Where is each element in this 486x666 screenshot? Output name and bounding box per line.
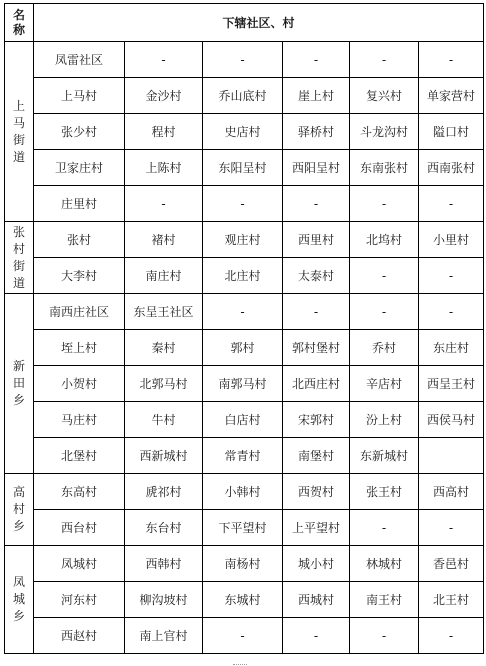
village-cell: 垤上村: [34, 330, 125, 366]
village-cell: 北王村: [419, 582, 484, 618]
village-cell: 林城村: [350, 546, 419, 582]
village-cell: 张村: [34, 222, 125, 258]
village-cell: 上马村: [34, 78, 125, 114]
area-name-cell: [5, 42, 34, 222]
village-cell: -: [419, 42, 484, 78]
village-cell: 西侯马村: [419, 402, 484, 438]
village-cell: 北堡村: [34, 438, 125, 474]
village-cell: 西南张村: [419, 150, 484, 186]
village-cell: 卫家庄村: [34, 150, 125, 186]
village-cell: 北庄村: [203, 258, 283, 294]
area-name-cell: [5, 546, 34, 654]
table-row: [5, 330, 484, 366]
village-cell: 东庄村: [419, 330, 484, 366]
table-row: [5, 438, 484, 474]
village-cell: 崖上村: [283, 78, 350, 114]
village-cell: -: [350, 258, 419, 294]
village-cell: 东新城村: [350, 438, 419, 474]
village-cell: [419, 438, 484, 474]
village-cell: -: [419, 510, 484, 546]
village-cell: 西城村: [283, 582, 350, 618]
village-cell: -: [203, 294, 283, 330]
table-row: [5, 294, 484, 330]
village-cell: 褚村: [125, 222, 203, 258]
village-cell: 西里村: [283, 222, 350, 258]
area-name: 凤城乡: [12, 575, 25, 623]
table-row: [5, 78, 484, 114]
village-cell: -: [350, 186, 419, 222]
village-cell: -: [350, 42, 419, 78]
village-cell: 乔山底村: [203, 78, 283, 114]
district-table: [4, 3, 484, 654]
table-row: [5, 150, 484, 186]
village-cell: -: [419, 258, 484, 294]
village-cell: -: [125, 42, 203, 78]
village-cell: 西高村: [419, 474, 484, 510]
village-cell: 凤雷社区: [34, 42, 125, 78]
village-cell: 柳沟坡村: [125, 582, 203, 618]
area-name-cell: [5, 294, 34, 474]
area-name-cell: [5, 222, 34, 294]
village-cell: 东阳呈村: [203, 150, 283, 186]
village-cell: 东台村: [125, 510, 203, 546]
village-cell: 西新城村: [125, 438, 203, 474]
village-cell: 南堡村: [283, 438, 350, 474]
table-row: [5, 366, 484, 402]
village-cell: 南庄村: [125, 258, 203, 294]
village-cell: 张王村: [350, 474, 419, 510]
village-cell: 汾上村: [350, 402, 419, 438]
village-cell: 城小村: [283, 546, 350, 582]
village-cell: -: [350, 510, 419, 546]
village-cell: 小贺村: [34, 366, 125, 402]
village-cell: 太泰村: [283, 258, 350, 294]
village-cell: 凤城村: [34, 546, 125, 582]
village-cell: 马庄村: [34, 402, 125, 438]
village-cell: 辛店村: [350, 366, 419, 402]
village-cell: 张少村: [34, 114, 125, 150]
name-column-header: 名称: [5, 4, 34, 42]
village-cell: -: [125, 186, 203, 222]
village-cell: -: [203, 186, 283, 222]
village-cell: 郭村堡村: [283, 330, 350, 366]
village-cell: 南西庄社区: [34, 294, 125, 330]
area-name-cell: [5, 474, 34, 546]
village-cell: 上陈村: [125, 150, 203, 186]
village-cell: 西阳呈村: [283, 150, 350, 186]
village-cell: 南上官村: [125, 618, 203, 654]
table-row: [5, 222, 484, 258]
village-cell: 单家营村: [419, 78, 484, 114]
village-cell: 大李村: [34, 258, 125, 294]
table-title: 下辖社区、村: [34, 4, 484, 42]
village-cell: 河东村: [34, 582, 125, 618]
village-cell: 北坞村: [350, 222, 419, 258]
village-cell: 金沙村: [125, 78, 203, 114]
area-name: 张村街道: [12, 224, 25, 290]
village-cell: 东呈王社区: [125, 294, 203, 330]
village-cell: 西呈王村: [419, 366, 484, 402]
village-cell: 牛村: [125, 402, 203, 438]
village-cell: 西贺村: [283, 474, 350, 510]
village-cell: 小韩村: [203, 474, 283, 510]
table-row: [5, 186, 484, 222]
village-cell: 东南张村: [350, 150, 419, 186]
village-cell: 南王村: [350, 582, 419, 618]
village-cell: 西韩村: [125, 546, 203, 582]
village-cell: 史店村: [203, 114, 283, 150]
table-row: [5, 582, 484, 618]
village-cell: -: [350, 294, 419, 330]
village-cell: 郭村: [203, 330, 283, 366]
village-cell: 东高村: [34, 474, 125, 510]
village-cell: 复兴村: [350, 78, 419, 114]
table-row: [5, 474, 484, 510]
village-cell: 庄里村: [34, 186, 125, 222]
village-cell: 上平望村: [283, 510, 350, 546]
village-cell: 西台村: [34, 510, 125, 546]
area-name: 新田乡: [12, 359, 25, 407]
village-cell: 香邑村: [419, 546, 484, 582]
village-cell: 隘口村: [419, 114, 484, 150]
village-cell: 斗龙沟村: [350, 114, 419, 150]
village-cell: 北西庄村: [283, 366, 350, 402]
village-cell: 南杨村: [203, 546, 283, 582]
table-row: [5, 546, 484, 582]
village-cell: -: [283, 42, 350, 78]
village-cell: 北郭马村: [125, 366, 203, 402]
village-cell: -: [283, 186, 350, 222]
village-cell: 乔村: [350, 330, 419, 366]
village-cell: 宋郭村: [283, 402, 350, 438]
village-cell: 虒祁村: [125, 474, 203, 510]
page-bottom-mark: [233, 661, 247, 665]
table-row: [5, 258, 484, 294]
header-row: [5, 4, 484, 42]
village-cell: 常青村: [203, 438, 283, 474]
village-cell: 小里村: [419, 222, 484, 258]
village-cell: -: [283, 294, 350, 330]
village-cell: 白店村: [203, 402, 283, 438]
area-name: 高村乡: [12, 485, 25, 533]
village-cell: 下平望村: [203, 510, 283, 546]
village-cell: 西赵村: [34, 618, 125, 654]
village-cell: 秦村: [125, 330, 203, 366]
village-cell: 东城村: [203, 582, 283, 618]
table-row: [5, 114, 484, 150]
table-row: [5, 510, 484, 546]
area-name: 上马街道: [12, 98, 25, 164]
village-cell: -: [419, 186, 484, 222]
village-cell: 程村: [125, 114, 203, 150]
village-cell: -: [419, 294, 484, 330]
village-cell: -: [283, 618, 350, 654]
village-cell: -: [203, 618, 283, 654]
village-cell: 驿桥村: [283, 114, 350, 150]
village-cell: 南郭马村: [203, 366, 283, 402]
village-cell: -: [350, 618, 419, 654]
village-cell: -: [419, 618, 484, 654]
village-cell: 观庄村: [203, 222, 283, 258]
table-row: [5, 42, 484, 78]
table-row: [5, 618, 484, 654]
table-row: [5, 402, 484, 438]
village-cell: -: [203, 42, 283, 78]
